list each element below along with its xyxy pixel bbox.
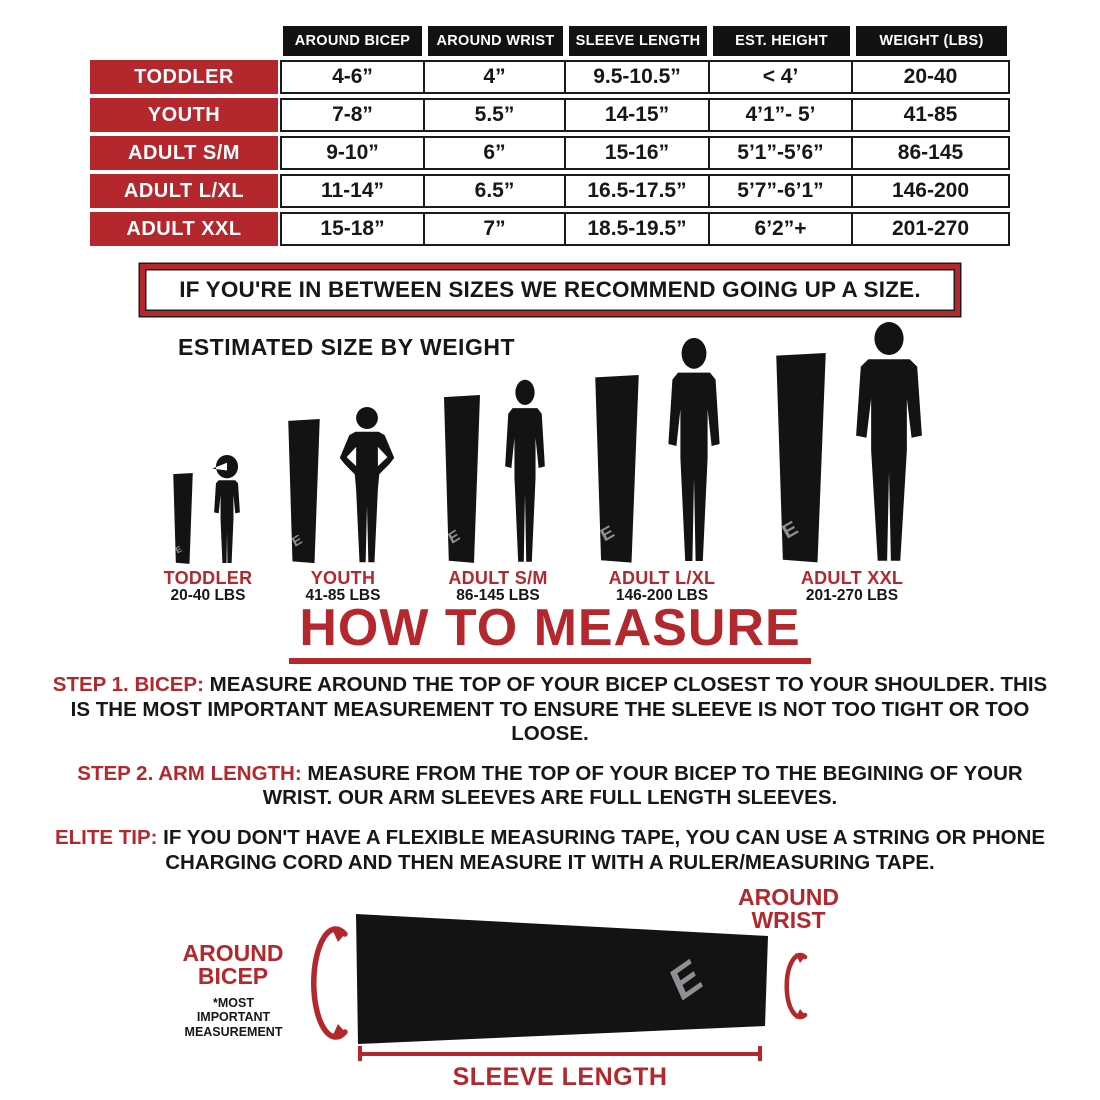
elite-tip: [44, 826, 1056, 875]
table-cell: 5’7”-6’1”: [710, 174, 853, 208]
size-group-youth: [283, 407, 401, 565]
arm-sleeve-graphic: [588, 375, 646, 565]
brand-logo-e: E: [659, 952, 712, 1010]
size-name: ADULT S/M: [448, 568, 548, 588]
size-name: TODDLER: [163, 568, 253, 588]
size-name: YOUTH: [310, 568, 376, 588]
adult-xxl-silhouette: [842, 321, 936, 565]
table-cell: 4’1”- 5’: [710, 98, 853, 132]
size-group-adult-xxl: [768, 321, 936, 565]
size-name: ADULT XXL: [800, 568, 904, 588]
toddler-silhouette: [204, 453, 250, 565]
table-cell: < 4’: [710, 60, 853, 94]
arm-sleeve-graphic: [170, 473, 196, 565]
measure-steps: [44, 673, 1056, 890]
arm-sleeve-graphic: [438, 395, 486, 565]
row-label-adult-lxl: ADULT L/XL: [90, 174, 278, 208]
table-cell: 7”: [425, 212, 566, 246]
table-cell: 18.5-19.5”: [566, 212, 710, 246]
table-cell: 9-10”: [280, 136, 425, 170]
table-row: [90, 136, 1010, 170]
table-cell: 20-40: [853, 60, 1010, 94]
brand-logo-e: E: [444, 528, 465, 547]
size-group-adult-lxl: [588, 337, 734, 565]
table-cell: 15-18”: [280, 212, 425, 246]
table-cell: 7-8”: [280, 98, 425, 132]
table-row: [90, 98, 1010, 132]
brand-logo-e: E: [172, 544, 184, 556]
table-cell: 11-14”: [280, 174, 425, 208]
measure-step-2: [44, 762, 1056, 811]
size-weight: 41-85 LBS: [305, 586, 381, 604]
estimated-size-heading: ESTIMATED SIZE BY WEIGHT: [178, 334, 515, 360]
table-row: [90, 60, 1010, 94]
table-cell: 5’1”-5’6”: [710, 136, 853, 170]
table-cell: 15-16”: [566, 136, 710, 170]
column-header-sleeve-length: SLEEVE LENGTH: [569, 26, 707, 56]
table-corner-cell: [90, 26, 280, 56]
how-to-measure-heading: HOW TO MEASURE: [289, 601, 810, 664]
table-cell: 5.5”: [425, 98, 566, 132]
adult-sm-silhouette: [494, 379, 556, 565]
step-text: MEASURE FROM THE TOP OF YOUR BICEP TO THE BEGINING OF YOUR WRIST. OUR ARM SLEEVES ARE FULL LENGTH SLEEVES.: [262, 761, 1023, 810]
around-bicep-label: AROUND BICEP: [182, 940, 284, 990]
row-label-adult-xxl: ADULT XXL: [90, 212, 278, 246]
row-label-toddler: TODDLER: [90, 60, 278, 94]
size-name: ADULT L/XL: [608, 568, 716, 588]
brand-logo-e: E: [594, 522, 620, 545]
size-chart-table: [90, 26, 1010, 246]
arm-sleeve-graphic: [283, 419, 325, 565]
size-group-toddler: [170, 453, 250, 565]
column-header-around-bicep: AROUND BICEP: [283, 26, 422, 56]
brand-logo-e: E: [776, 518, 804, 543]
column-header-est-height: EST. HEIGHT: [713, 26, 850, 56]
size-weight: 201-270 LBS: [805, 586, 899, 604]
table-cell: 6”: [425, 136, 566, 170]
step-text: IF YOU DON'T HAVE A FLEXIBLE MEASURING TAPE, YOU CAN USE A STRING OR PHONE CHARGING CORD AND THEN MEASURE IT WITH A RULER/MEASURING TAPE.: [163, 825, 1046, 874]
step-text: MEASURE AROUND THE TOP OF YOUR BICEP CLOSEST TO YOUR SHOULDER. THIS IS THE MOST IMPORTANT MEASUREMENT TO ENSURE THE SLEEVE IS NOT TOO TIGHT OR TOO LOOSE.: [70, 673, 1048, 746]
table-cell: 4”: [425, 60, 566, 94]
wrist-measure-circle: [774, 948, 814, 1026]
sizing-tip-banner: IF YOU'RE IN BETWEEN SIZES WE RECOMMEND GOING UP A SIZE.: [140, 264, 960, 316]
step-label: ELITE TIP:: [54, 825, 158, 849]
step-label: STEP 1. BICEP:: [52, 673, 204, 696]
around-wrist-label: AROUND WRIST: [738, 884, 839, 934]
adult-lxl-silhouette: [654, 337, 734, 565]
table-cell: 6’2”+: [710, 212, 853, 246]
table-cell: 9.5-10.5”: [566, 60, 710, 94]
table-cell: 41-85: [853, 98, 1010, 132]
sleeve-diagram-graphic: [352, 906, 770, 1046]
brand-logo-e: E: [288, 532, 306, 550]
row-label-youth: YOUTH: [90, 98, 278, 132]
table-cell: 14-15”: [566, 98, 710, 132]
bicep-measure-circle: [299, 920, 357, 1046]
size-weight: 86-145 LBS: [456, 586, 540, 604]
bicep-note: *MOST IMPORTANT MEASUREMENT: [184, 996, 283, 1039]
size-weight: 146-200 LBS: [615, 586, 709, 604]
row-label-adult-sm: ADULT S/M: [90, 136, 278, 170]
table-cell: 16.5-17.5”: [566, 174, 710, 208]
table-cell: 6.5”: [425, 174, 566, 208]
table-row: [90, 174, 1010, 208]
measure-step-1: [44, 673, 1056, 747]
table-row: [90, 212, 1010, 246]
youth-silhouette: [333, 407, 401, 565]
column-header-around-wrist: AROUND WRIST: [428, 26, 563, 56]
step-label: STEP 2. ARM LENGTH:: [77, 761, 302, 785]
table-cell: 146-200: [853, 174, 1010, 208]
table-cell: 86-145: [853, 136, 1010, 170]
size-group-adult-sm: [438, 379, 556, 565]
arm-sleeve-graphic: [768, 353, 834, 565]
table-cell: 201-270: [853, 212, 1010, 246]
sleeve-length-label: SLEEVE LENGTH: [452, 1063, 668, 1091]
table-cell: 4-6”: [280, 60, 425, 94]
size-weight: 20-40 LBS: [170, 586, 246, 604]
table-header-row: [90, 26, 1010, 56]
column-header-weight: WEIGHT (LBS): [856, 26, 1007, 56]
sleeve-length-measure-line: [358, 1046, 762, 1061]
